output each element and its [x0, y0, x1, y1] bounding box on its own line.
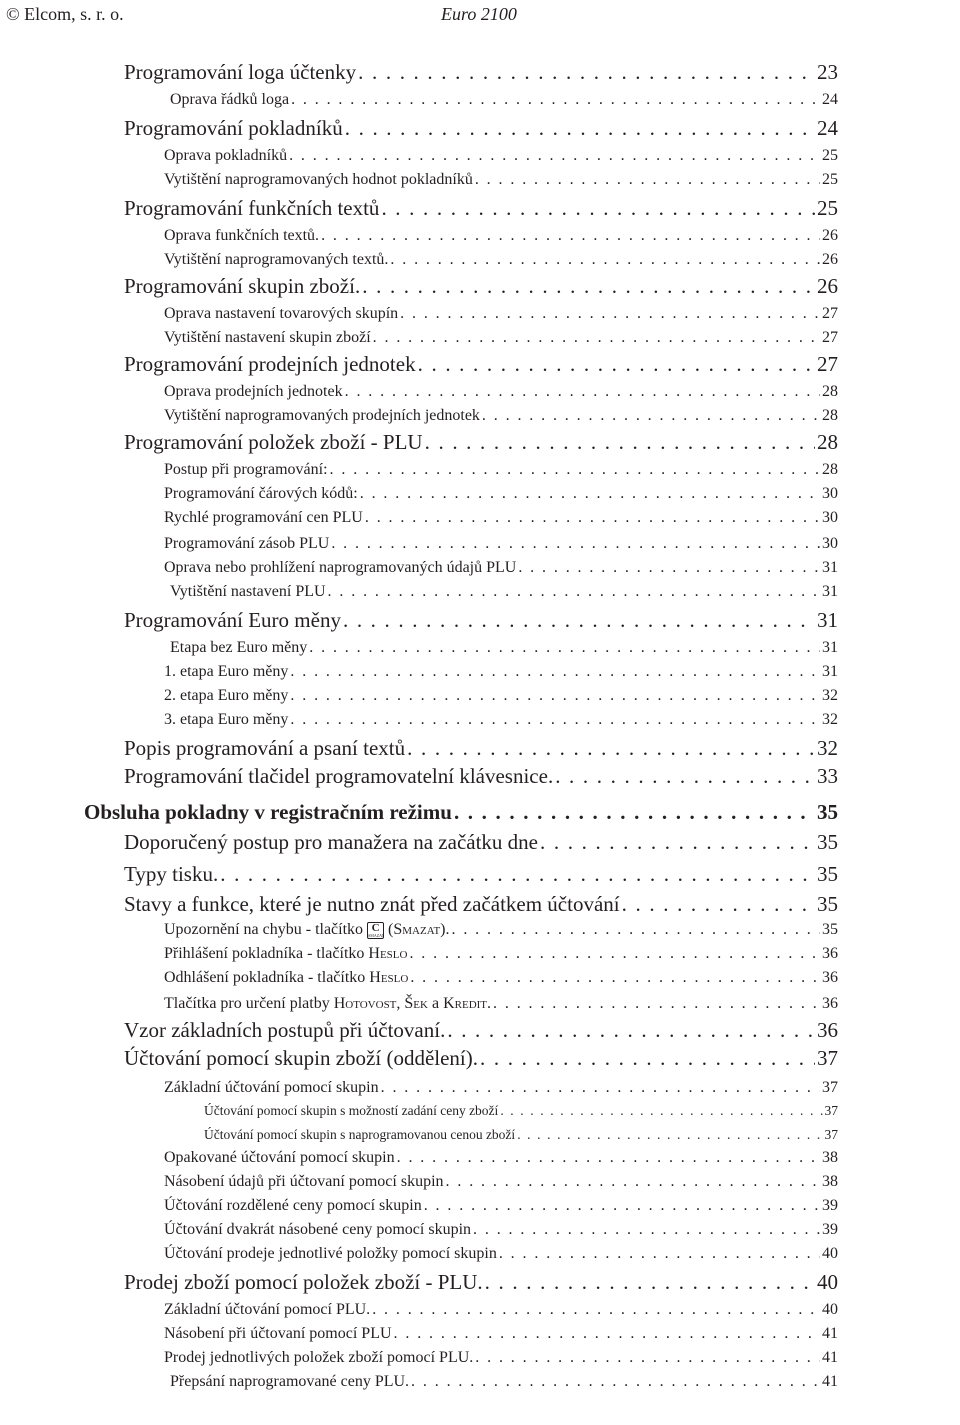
toc-entry-page: 26	[822, 227, 838, 244]
dot-leader	[473, 172, 820, 188]
dot-leader	[358, 486, 820, 502]
toc-entry[interactable]	[204, 1128, 838, 1142]
toc-entry-page: 36	[822, 995, 838, 1012]
toc-entry-title: Oprava řádků loga	[170, 91, 290, 108]
toc-entry-title: Účtování prodeje jednotlivé položky pomocí skupin	[164, 1245, 497, 1262]
toc-entry[interactable]	[124, 766, 838, 787]
toc-entry-page: 26	[817, 274, 838, 298]
toc-entry-title: Odhlášení pokladníka - tlačítko Heslo	[164, 969, 409, 986]
toc-entry[interactable]	[164, 408, 838, 424]
dot-leader	[343, 118, 815, 139]
toc-entry-page: 28	[822, 383, 838, 400]
toc-entry[interactable]	[164, 1302, 838, 1318]
dot-leader	[356, 62, 815, 83]
toc-entry-title: Účtování pomocí skupin s naprogramovanou cenou zboží	[204, 1127, 516, 1142]
toc-entry-page: 23	[817, 60, 838, 84]
dot-leader	[423, 432, 815, 453]
dot-leader	[538, 832, 815, 853]
toc-entry-title: Programování položek zboží - PLU	[124, 430, 423, 454]
toc-entry-page: 36	[822, 945, 838, 962]
toc-entry[interactable]	[124, 276, 838, 297]
toc-entry-title: Typy tisku.	[124, 862, 219, 886]
toc-entry[interactable]	[164, 1150, 838, 1166]
dot-leader	[319, 228, 820, 244]
dot-leader	[445, 1020, 815, 1041]
dot-leader	[491, 996, 820, 1012]
toc-entry-page: 28	[822, 461, 838, 478]
dot-leader	[405, 738, 815, 759]
toc-entry[interactable]	[124, 1020, 838, 1041]
toc-entry-title: Vytištění naprogramovaných prodejních jednotek	[164, 407, 480, 424]
toc-entry[interactable]	[170, 1374, 838, 1390]
toc-entry-title: Popis programování a psaní textů	[124, 736, 406, 760]
toc-entry-page: 41	[822, 1349, 838, 1366]
toc-entry[interactable]	[164, 664, 838, 680]
toc-entry[interactable]	[124, 1272, 838, 1293]
toc-entry-page: 28	[817, 430, 838, 454]
dot-leader	[452, 802, 815, 823]
dot-leader	[289, 92, 820, 108]
clear-key-label: C	[371, 922, 380, 934]
toc-entry[interactable]	[164, 148, 838, 164]
toc-entry-page: 25	[817, 196, 838, 220]
key-name: Kredit	[443, 995, 488, 1012]
dot-leader	[407, 946, 820, 962]
toc-entry-title: Násobení při účtovaní pomocí PLU	[164, 1325, 392, 1342]
toc-entry-page: 35	[817, 830, 838, 854]
dot-leader	[498, 1104, 822, 1118]
toc-entry-page: 32	[822, 687, 838, 704]
toc-entry-page: 27	[817, 352, 838, 376]
toc-entry-title: Programování čárových kódů:	[164, 485, 358, 502]
toc-entry[interactable]	[164, 922, 838, 939]
toc-entry-page: 26	[822, 251, 838, 268]
toc-entry-page: 30	[822, 509, 838, 526]
toc-entry-title: Vytištění naprogramovaných hodnot pokladníků	[164, 171, 473, 188]
dot-leader	[341, 610, 815, 631]
key-name: Smazat	[393, 921, 441, 938]
toc-entry-title: Přepsání naprogramované ceny PLU.	[170, 1373, 410, 1390]
toc-entry[interactable]	[164, 1326, 838, 1342]
dot-leader	[408, 970, 820, 986]
toc-entry[interactable]	[124, 738, 838, 759]
dot-leader	[287, 148, 820, 164]
toc-entry-title: Programování loga účtenky	[124, 60, 357, 84]
dot-leader	[371, 330, 820, 346]
dot-leader	[326, 584, 820, 600]
toc-entry-page: 37	[824, 1127, 838, 1142]
toc-entry-page: 41	[822, 1373, 838, 1390]
toc-entry-page: 35	[817, 892, 838, 916]
toc-entry[interactable]	[164, 996, 838, 1012]
toc-entry[interactable]	[164, 228, 838, 244]
toc-entry-page: 35	[817, 800, 838, 824]
toc-entry[interactable]	[164, 1222, 838, 1238]
toc-entry-title: Doporučený postup pro manažera na začátku dne	[124, 830, 538, 854]
toc-entry[interactable]	[164, 1350, 838, 1366]
toc-entry-page: 30	[822, 535, 838, 552]
dot-leader	[515, 1128, 822, 1142]
toc-entry-page: 35	[817, 862, 838, 886]
dot-leader	[288, 688, 820, 704]
toc-entry[interactable]	[164, 1080, 838, 1096]
toc-entry[interactable]	[124, 62, 838, 83]
dot-leader	[497, 1246, 820, 1262]
toc-entry[interactable]	[124, 354, 838, 375]
toc-entry[interactable]	[164, 946, 838, 962]
toc-entry[interactable]	[164, 330, 838, 346]
toc-entry-page: 31	[822, 559, 838, 576]
dot-leader	[620, 894, 815, 915]
toc-entry[interactable]	[164, 252, 838, 268]
key-name: Heslo	[368, 945, 408, 962]
toc-entry-page: 40	[822, 1245, 838, 1262]
key-name: Hotovost	[333, 995, 397, 1012]
toc-entry[interactable]	[164, 712, 838, 728]
dot-leader	[450, 922, 821, 938]
dot-leader	[363, 510, 820, 526]
toc-entry[interactable]	[164, 560, 838, 576]
dot-leader	[328, 462, 820, 478]
toc-entry-page: 40	[822, 1301, 838, 1318]
header-copyright: © Elcom, s. r. o.	[6, 4, 124, 24]
toc-entry-title: Etapa bez Euro měny	[170, 639, 308, 656]
toc-entry-title: Přihlášení pokladníka - tlačítko Heslo	[164, 945, 408, 962]
toc-entry[interactable]	[170, 584, 838, 600]
toc-entry-title: Programování skupin zboží.	[124, 274, 361, 298]
toc-entry-title: Upozornění na chybu - tlačítko C SMAZAT (Smazat).	[164, 921, 450, 938]
clear-key-sublabel: SMAZAT	[368, 933, 385, 938]
dot-leader	[395, 1150, 820, 1166]
toc-entry-page: 37	[822, 1079, 838, 1096]
dot-leader	[392, 1326, 820, 1342]
toc-entry-page: 32	[822, 711, 838, 728]
toc-entry-page: 31	[817, 608, 838, 632]
key-name: Šek	[404, 995, 428, 1012]
dot-leader	[288, 712, 820, 728]
toc-entry-title: Prodej jednotlivých položek zboží pomocí PLU.	[164, 1349, 474, 1366]
toc-entry-page: 32	[817, 736, 838, 760]
dot-leader	[307, 640, 820, 656]
dot-leader	[343, 384, 820, 400]
toc-entry-page: 31	[822, 583, 838, 600]
toc-entry-page: 37	[824, 1103, 838, 1118]
dot-leader	[480, 408, 820, 424]
dot-leader	[553, 766, 815, 787]
toc-entry[interactable]	[164, 462, 838, 478]
toc-entry[interactable]	[164, 688, 838, 704]
toc-entry[interactable]	[84, 802, 838, 823]
toc-entry-page: 37	[817, 1046, 838, 1070]
toc-entry-title: Oprava nastavení tovarových skupín	[164, 305, 399, 322]
toc-entry[interactable]	[164, 510, 838, 526]
toc-entry[interactable]	[124, 118, 838, 139]
toc-entry[interactable]	[124, 198, 838, 219]
toc-entry-title: Prodej zboží pomocí položek zboží - PLU.	[124, 1270, 483, 1294]
toc-entry-page: 31	[822, 663, 838, 680]
dot-leader	[388, 252, 820, 268]
dot-leader	[398, 306, 820, 322]
toc-entry-title: Účtování dvakrát násobené ceny pomocí skupin	[164, 1221, 472, 1238]
toc-entry-title: Obsluha pokladny v registračním režimu	[84, 800, 452, 824]
toc-entry-title: 3. etapa Euro měny	[164, 711, 289, 728]
toc-entry[interactable]	[164, 306, 838, 322]
toc-entry-page: 41	[822, 1325, 838, 1342]
toc-entry-title: Programování funkčních textů	[124, 196, 380, 220]
toc-entry[interactable]	[164, 970, 838, 986]
toc-entry-title: Vzor základních postupů při účtovaní.	[124, 1018, 446, 1042]
toc-entry-title: Programování Euro měny	[124, 608, 341, 632]
toc-entry-page: 36	[822, 969, 838, 986]
toc-entry[interactable]	[124, 610, 838, 631]
toc-entry[interactable]	[164, 1174, 838, 1190]
toc-entry-title: Programování prodejních jednotek	[124, 352, 416, 376]
toc-entry[interactable]	[170, 92, 838, 108]
toc-entry-page: 27	[822, 305, 838, 322]
dot-leader	[288, 664, 820, 680]
toc-entry[interactable]	[124, 894, 838, 915]
toc-entry-title: Vytištění naprogramovaných textů.	[164, 251, 389, 268]
toc-entry[interactable]	[164, 536, 838, 552]
dot-leader	[516, 560, 820, 576]
toc-entry[interactable]	[164, 172, 838, 188]
toc-entry-page: 39	[822, 1197, 838, 1214]
dot-leader	[471, 1222, 820, 1238]
toc-entry[interactable]	[170, 640, 838, 656]
dot-leader	[409, 1374, 820, 1390]
toc-entry[interactable]	[204, 1104, 838, 1118]
toc-entry[interactable]	[124, 432, 838, 453]
toc-entry-page: 25	[822, 171, 838, 188]
toc-entry-title: Násobení údajů při účtovaní pomocí skupin	[164, 1173, 444, 1190]
toc-entry-page: 35	[822, 921, 838, 938]
dot-leader	[360, 276, 815, 297]
toc-entry-page: 36	[817, 1018, 838, 1042]
toc-entry[interactable]	[164, 1246, 838, 1262]
toc-entry-title: Opakované účtování pomocí skupin	[164, 1149, 395, 1166]
toc-entry-page: 38	[822, 1173, 838, 1190]
toc-entry-title: Účtování rozdělené ceny pomocí skupin	[164, 1197, 422, 1214]
toc-entry[interactable]	[124, 832, 838, 853]
toc-entry-title: Rychlé programování cen PLU	[164, 509, 363, 526]
dot-leader	[422, 1198, 820, 1214]
toc-entry-page: 28	[822, 407, 838, 424]
toc-entry-page: 25	[822, 147, 838, 164]
toc-entry-title: Programování tlačidel programovatelní klávesnice.	[124, 764, 554, 788]
dot-leader	[473, 1350, 820, 1366]
toc-entry-title: Programování zásob PLU	[164, 535, 330, 552]
toc-entry-title: Tlačítka pro určení platby Hotovost, Šek a Kredit.	[164, 995, 492, 1012]
header-model: Euro 2100	[441, 4, 517, 24]
toc-entry-title: 1. etapa Euro měny	[164, 663, 289, 680]
toc-entry-title: Oprava nebo prohlížení naprogramovaných údajů PLU	[164, 559, 517, 576]
toc-entry-page: 30	[822, 485, 838, 502]
clear-key-icon	[367, 922, 384, 939]
dot-leader	[416, 354, 815, 375]
toc-entry-title: Stavy a funkce, které je nutno znát před začátkem účtování	[124, 892, 620, 916]
dot-leader	[379, 198, 815, 219]
toc-entry-page: 39	[822, 1221, 838, 1238]
key-name: Heslo	[369, 969, 409, 986]
dot-leader	[478, 1048, 815, 1069]
toc-entry[interactable]	[164, 486, 838, 502]
toc-entry-title: Postup při programování:	[164, 461, 328, 478]
toc-entry-title: 2. etapa Euro měny	[164, 687, 289, 704]
toc-entry[interactable]	[124, 1048, 838, 1069]
toc-entry-page: 24	[817, 116, 838, 140]
dot-leader	[370, 1302, 820, 1318]
toc-entry-title: Základní účtování pomocí skupin	[164, 1079, 379, 1096]
toc-entry-title: Účtování pomocí skupin s možností zadání ceny zboží	[204, 1103, 499, 1118]
toc-entry-title: Vytištění nastavení PLU	[170, 583, 326, 600]
dot-leader	[329, 536, 820, 552]
toc-entry-title: Oprava prodejních jednotek	[164, 383, 343, 400]
dot-leader	[444, 1174, 820, 1190]
dot-leader	[379, 1080, 820, 1096]
toc-entry-page: 38	[822, 1149, 838, 1166]
toc-entry-title: Základní účtování pomocí PLU.	[164, 1301, 371, 1318]
toc-entry-title: Programování pokladníků	[124, 116, 343, 140]
toc-entry[interactable]	[164, 1198, 838, 1214]
dot-leader	[483, 1272, 815, 1293]
dot-leader	[218, 864, 815, 885]
toc-entry-page: 27	[822, 329, 838, 346]
toc-entry-title: Vytištění nastavení skupin zboží	[164, 329, 371, 346]
toc-entry-page: 40	[817, 1270, 838, 1294]
toc-entry-title: Účtování pomocí skupin zboží (oddělení).	[124, 1046, 478, 1070]
toc-entry-title: Oprava pokladníků	[164, 147, 288, 164]
toc-entry[interactable]	[164, 384, 838, 400]
toc-entry-page: 24	[822, 91, 838, 108]
toc-entry-page: 33	[817, 764, 838, 788]
toc-entry[interactable]	[124, 864, 838, 885]
toc-entry-page: 31	[822, 639, 838, 656]
toc-entry-title: Oprava funkčních textů.	[164, 227, 320, 244]
